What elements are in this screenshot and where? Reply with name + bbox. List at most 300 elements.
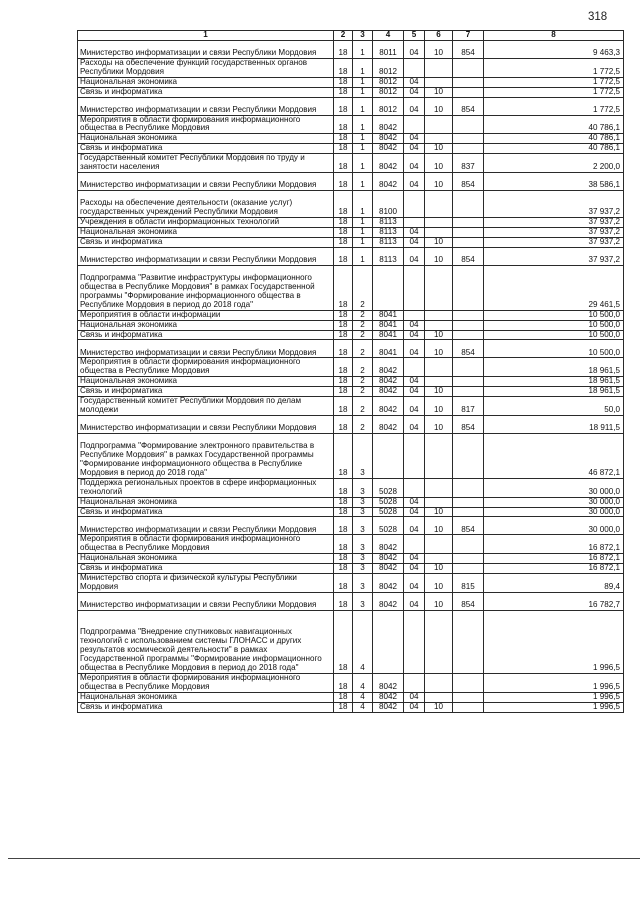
division-code: 04 bbox=[404, 377, 425, 387]
subprogram-code: 1 bbox=[353, 144, 373, 154]
table-row bbox=[78, 172, 624, 190]
ministry-code bbox=[453, 358, 484, 377]
ministry-code: 854 bbox=[453, 97, 484, 115]
section-code: 18 bbox=[334, 397, 353, 416]
column-header: 4 bbox=[373, 31, 404, 41]
subdivision-code: 10 bbox=[425, 702, 453, 712]
amount-value: 30 000,0 bbox=[484, 517, 624, 535]
table-row bbox=[78, 58, 624, 77]
table-row bbox=[78, 433, 624, 478]
column-header: 2 bbox=[334, 31, 353, 41]
section-code: 18 bbox=[334, 377, 353, 387]
amount-value: 10 500,0 bbox=[484, 310, 624, 320]
section-code: 18 bbox=[334, 574, 353, 593]
amount-value: 1 996,5 bbox=[484, 673, 624, 692]
ministry-code: 854 bbox=[453, 340, 484, 358]
amount-value: 16 872,1 bbox=[484, 554, 624, 564]
subprogram-code: 2 bbox=[353, 340, 373, 358]
row-name: Расходы на обеспечение функций государственных органов Республики Мордовия bbox=[78, 58, 334, 77]
amount-value: 18 961,5 bbox=[484, 358, 624, 377]
table-row bbox=[78, 535, 624, 554]
ministry-code bbox=[453, 478, 484, 497]
division-code: 04 bbox=[404, 247, 425, 265]
subprogram-code: 1 bbox=[353, 227, 373, 237]
amount-value: 37 937,2 bbox=[484, 227, 624, 237]
section-code: 18 bbox=[334, 134, 353, 144]
bottom-divider bbox=[8, 858, 640, 859]
table-row bbox=[78, 217, 624, 227]
table-row bbox=[78, 247, 624, 265]
subprogram-code: 2 bbox=[353, 310, 373, 320]
amount-value: 30 000,0 bbox=[484, 507, 624, 517]
item-code: 5028 bbox=[373, 478, 404, 497]
row-name: Мероприятия в области формирования информационного общества в Республике Мордовия bbox=[78, 115, 334, 134]
section-code: 18 bbox=[334, 564, 353, 574]
column-header: 5 bbox=[404, 31, 425, 41]
row-name: Мероприятия в области формирования информационного общества в Республике Мордовия bbox=[78, 535, 334, 554]
row-name: Связь и информатика bbox=[78, 507, 334, 517]
table-row bbox=[78, 330, 624, 340]
table-row bbox=[78, 144, 624, 154]
row-name: Подпрограмма "Внедрение спутниковых навигационных технологий с использованием системы ГЛОНАСС и других результатов космической деятельности" в рамках Государственной программы "Формирование информационного общества в Республике Мордовия в период до 2018 года" bbox=[78, 610, 334, 673]
item-code: 8012 bbox=[373, 97, 404, 115]
ministry-code bbox=[453, 227, 484, 237]
row-name: Мероприятия в области информации bbox=[78, 310, 334, 320]
section-code: 18 bbox=[334, 227, 353, 237]
ministry-code bbox=[453, 87, 484, 97]
subdivision-code bbox=[425, 190, 453, 217]
ministry-code bbox=[453, 134, 484, 144]
subprogram-code: 1 bbox=[353, 217, 373, 227]
section-code: 18 bbox=[334, 115, 353, 134]
table-row bbox=[78, 190, 624, 217]
ministry-code bbox=[453, 217, 484, 227]
amount-value: 10 500,0 bbox=[484, 340, 624, 358]
column-header: 6 bbox=[425, 31, 453, 41]
page-number: 318 bbox=[588, 11, 608, 23]
ministry-code: 837 bbox=[453, 154, 484, 173]
row-name: Национальная экономика bbox=[78, 227, 334, 237]
division-code: 04 bbox=[404, 497, 425, 507]
ministry-code bbox=[453, 144, 484, 154]
subdivision-code: 10 bbox=[425, 154, 453, 173]
section-code: 18 bbox=[334, 310, 353, 320]
division-code bbox=[404, 478, 425, 497]
ministry-code bbox=[453, 377, 484, 387]
table-row bbox=[78, 265, 624, 310]
ministry-code bbox=[453, 237, 484, 247]
section-code: 18 bbox=[334, 265, 353, 310]
subprogram-code: 2 bbox=[353, 397, 373, 416]
subprogram-code: 1 bbox=[353, 190, 373, 217]
table-row bbox=[78, 497, 624, 507]
table-row bbox=[78, 310, 624, 320]
subprogram-code: 3 bbox=[353, 535, 373, 554]
subprogram-code: 1 bbox=[353, 154, 373, 173]
row-name: Расходы на обеспечение деятельности (оказание услуг) государственных учреждений Республики Мордовия bbox=[78, 190, 334, 217]
section-code: 18 bbox=[334, 358, 353, 377]
ministry-code: 854 bbox=[453, 517, 484, 535]
subprogram-code: 4 bbox=[353, 702, 373, 712]
division-code: 04 bbox=[404, 574, 425, 593]
subdivision-code: 10 bbox=[425, 97, 453, 115]
division-code: 04 bbox=[404, 415, 425, 433]
division-code bbox=[404, 217, 425, 227]
subdivision-code bbox=[425, 692, 453, 702]
division-code: 04 bbox=[404, 237, 425, 247]
subdivision-code: 10 bbox=[425, 247, 453, 265]
section-code: 18 bbox=[334, 517, 353, 535]
section-code: 18 bbox=[334, 692, 353, 702]
subprogram-code: 1 bbox=[353, 40, 373, 58]
division-code bbox=[404, 358, 425, 377]
table-row bbox=[78, 574, 624, 593]
subprogram-code: 3 bbox=[353, 433, 373, 478]
subdivision-code bbox=[425, 227, 453, 237]
subprogram-code: 1 bbox=[353, 87, 373, 97]
item-code: 8042 bbox=[373, 172, 404, 190]
amount-value: 16 872,1 bbox=[484, 535, 624, 554]
division-code: 04 bbox=[404, 172, 425, 190]
subdivision-code: 10 bbox=[425, 87, 453, 97]
section-code: 18 bbox=[334, 415, 353, 433]
row-name: Связь и информатика bbox=[78, 330, 334, 340]
column-header: 1 bbox=[78, 31, 334, 41]
item-code: 8041 bbox=[373, 320, 404, 330]
table-row bbox=[78, 97, 624, 115]
division-code: 04 bbox=[404, 320, 425, 330]
item-code: 5028 bbox=[373, 517, 404, 535]
amount-value: 16 872,1 bbox=[484, 564, 624, 574]
table-row bbox=[78, 134, 624, 144]
item-code: 8041 bbox=[373, 310, 404, 320]
division-code: 04 bbox=[404, 517, 425, 535]
division-code bbox=[404, 115, 425, 134]
row-name: Министерство информатизации и связи Республики Мордовия bbox=[78, 247, 334, 265]
table-row bbox=[78, 87, 624, 97]
division-code: 04 bbox=[404, 592, 425, 610]
section-code: 18 bbox=[334, 535, 353, 554]
amount-value: 29 461,5 bbox=[484, 265, 624, 310]
item-code: 8011 bbox=[373, 40, 404, 58]
amount-value: 37 937,2 bbox=[484, 247, 624, 265]
subdivision-code bbox=[425, 497, 453, 507]
ministry-code bbox=[453, 564, 484, 574]
table-row bbox=[78, 77, 624, 87]
ministry-code: 817 bbox=[453, 397, 484, 416]
ministry-code bbox=[453, 673, 484, 692]
subdivision-code bbox=[425, 134, 453, 144]
subprogram-code: 4 bbox=[353, 610, 373, 673]
section-code: 18 bbox=[334, 217, 353, 227]
row-name: Национальная экономика bbox=[78, 377, 334, 387]
amount-value: 89,4 bbox=[484, 574, 624, 593]
subprogram-code: 2 bbox=[353, 320, 373, 330]
subdivision-code bbox=[425, 610, 453, 673]
table-row bbox=[78, 702, 624, 712]
subdivision-code: 10 bbox=[425, 507, 453, 517]
amount-value: 40 786,1 bbox=[484, 144, 624, 154]
section-code: 18 bbox=[334, 77, 353, 87]
division-code bbox=[404, 535, 425, 554]
column-header: 8 bbox=[484, 31, 624, 41]
subprogram-code: 3 bbox=[353, 507, 373, 517]
row-name: Министерство информатизации и связи Республики Мордовия bbox=[78, 340, 334, 358]
section-code: 18 bbox=[334, 247, 353, 265]
row-name: Государственный комитет Республики Мордовия по делам молодежи bbox=[78, 397, 334, 416]
section-code: 18 bbox=[334, 592, 353, 610]
amount-value: 1 772,5 bbox=[484, 97, 624, 115]
item-code: 8113 bbox=[373, 237, 404, 247]
table-row bbox=[78, 358, 624, 377]
section-code: 18 bbox=[334, 340, 353, 358]
item-code: 8113 bbox=[373, 227, 404, 237]
subdivision-code bbox=[425, 478, 453, 497]
subdivision-code bbox=[425, 265, 453, 310]
subdivision-code: 10 bbox=[425, 340, 453, 358]
row-name: Министерство информатизации и связи Республики Мордовия bbox=[78, 172, 334, 190]
item-code: 8042 bbox=[373, 154, 404, 173]
amount-value: 37 937,2 bbox=[484, 237, 624, 247]
item-code: 8042 bbox=[373, 673, 404, 692]
subprogram-code: 1 bbox=[353, 237, 373, 247]
section-code: 18 bbox=[334, 507, 353, 517]
subdivision-code bbox=[425, 217, 453, 227]
section-code: 18 bbox=[334, 40, 353, 58]
subdivision-code: 10 bbox=[425, 574, 453, 593]
section-code: 18 bbox=[334, 320, 353, 330]
item-code: 8042 bbox=[373, 554, 404, 564]
table-row bbox=[78, 564, 624, 574]
table-row bbox=[78, 377, 624, 387]
table-row bbox=[78, 397, 624, 416]
column-header: 3 bbox=[353, 31, 373, 41]
row-name: Национальная экономика bbox=[78, 692, 334, 702]
ministry-code: 854 bbox=[453, 415, 484, 433]
item-code: 8113 bbox=[373, 247, 404, 265]
division-code: 04 bbox=[404, 387, 425, 397]
subdivision-code bbox=[425, 377, 453, 387]
table-row bbox=[78, 478, 624, 497]
amount-value: 1 772,5 bbox=[484, 77, 624, 87]
item-code: 8012 bbox=[373, 87, 404, 97]
section-code: 18 bbox=[334, 673, 353, 692]
subprogram-code: 3 bbox=[353, 517, 373, 535]
division-code: 04 bbox=[404, 154, 425, 173]
item-code: 8042 bbox=[373, 535, 404, 554]
amount-value: 1 996,5 bbox=[484, 702, 624, 712]
amount-value: 50,0 bbox=[484, 397, 624, 416]
subprogram-code: 3 bbox=[353, 497, 373, 507]
subdivision-code bbox=[425, 554, 453, 564]
subprogram-code: 3 bbox=[353, 478, 373, 497]
subdivision-code: 10 bbox=[425, 237, 453, 247]
division-code bbox=[404, 433, 425, 478]
subprogram-code: 1 bbox=[353, 247, 373, 265]
row-name: Национальная экономика bbox=[78, 134, 334, 144]
subdivision-code: 10 bbox=[425, 172, 453, 190]
table-row bbox=[78, 692, 624, 702]
subprogram-code: 4 bbox=[353, 692, 373, 702]
ministry-code bbox=[453, 702, 484, 712]
row-name: Министерство информатизации и связи Республики Мордовия bbox=[78, 40, 334, 58]
table-row bbox=[78, 554, 624, 564]
subdivision-code: 10 bbox=[425, 144, 453, 154]
section-code: 18 bbox=[334, 330, 353, 340]
ministry-code: 815 bbox=[453, 574, 484, 593]
subprogram-code: 1 bbox=[353, 58, 373, 77]
subdivision-code: 10 bbox=[425, 40, 453, 58]
ministry-code bbox=[453, 58, 484, 77]
ministry-code bbox=[453, 535, 484, 554]
division-code: 04 bbox=[404, 144, 425, 154]
amount-value: 30 000,0 bbox=[484, 478, 624, 497]
row-name: Связь и информатика bbox=[78, 87, 334, 97]
division-code bbox=[404, 190, 425, 217]
division-code: 04 bbox=[404, 507, 425, 517]
subdivision-code bbox=[425, 115, 453, 134]
row-name: Государственный комитет Республики Мордовия по труду и занятости населения bbox=[78, 154, 334, 173]
row-name: Министерство информатизации и связи Республики Мордовия bbox=[78, 592, 334, 610]
subdivision-code: 10 bbox=[425, 415, 453, 433]
subprogram-code: 3 bbox=[353, 554, 373, 564]
amount-value: 1 772,5 bbox=[484, 58, 624, 77]
subprogram-code: 2 bbox=[353, 358, 373, 377]
subprogram-code: 1 bbox=[353, 172, 373, 190]
subprogram-code: 3 bbox=[353, 574, 373, 593]
section-code: 18 bbox=[334, 190, 353, 217]
table-body bbox=[78, 40, 624, 712]
amount-value: 30 000,0 bbox=[484, 497, 624, 507]
column-header: 7 bbox=[453, 31, 484, 41]
section-code: 18 bbox=[334, 144, 353, 154]
row-name: Национальная экономика bbox=[78, 554, 334, 564]
subprogram-code: 1 bbox=[353, 77, 373, 87]
ministry-code bbox=[453, 554, 484, 564]
item-code: 8042 bbox=[373, 358, 404, 377]
subprogram-code: 3 bbox=[353, 564, 373, 574]
item-code: 8042 bbox=[373, 692, 404, 702]
item-code: 8041 bbox=[373, 340, 404, 358]
subdivision-code: 10 bbox=[425, 397, 453, 416]
row-name: Министерство информатизации и связи Республики Мордовия bbox=[78, 97, 334, 115]
subdivision-code bbox=[425, 535, 453, 554]
item-code: 8113 bbox=[373, 217, 404, 227]
division-code: 04 bbox=[404, 564, 425, 574]
division-code: 04 bbox=[404, 554, 425, 564]
item-code: 8012 bbox=[373, 77, 404, 87]
table-row bbox=[78, 227, 624, 237]
division-code: 04 bbox=[404, 692, 425, 702]
subdivision-code: 10 bbox=[425, 517, 453, 535]
ministry-code bbox=[453, 320, 484, 330]
subdivision-code: 10 bbox=[425, 564, 453, 574]
subprogram-code: 1 bbox=[353, 134, 373, 144]
row-name: Связь и информатика bbox=[78, 564, 334, 574]
section-code: 18 bbox=[334, 58, 353, 77]
subdivision-code bbox=[425, 433, 453, 478]
table-row bbox=[78, 610, 624, 673]
section-code: 18 bbox=[334, 478, 353, 497]
section-code: 18 bbox=[334, 97, 353, 115]
item-code: 8012 bbox=[373, 58, 404, 77]
ministry-code bbox=[453, 115, 484, 134]
row-name: Учреждения в области информационных технологий bbox=[78, 217, 334, 227]
section-code: 18 bbox=[334, 87, 353, 97]
item-code: 8042 bbox=[373, 702, 404, 712]
row-name: Мероприятия в области формирования информационного общества в Республике Мордовия bbox=[78, 673, 334, 692]
amount-value: 16 782,7 bbox=[484, 592, 624, 610]
table-row bbox=[78, 415, 624, 433]
ministry-code: 854 bbox=[453, 172, 484, 190]
division-code: 04 bbox=[404, 330, 425, 340]
division-code: 04 bbox=[404, 40, 425, 58]
section-code: 18 bbox=[334, 610, 353, 673]
subprogram-code: 3 bbox=[353, 592, 373, 610]
division-code: 04 bbox=[404, 134, 425, 144]
amount-value: 1 996,5 bbox=[484, 610, 624, 673]
division-code bbox=[404, 610, 425, 673]
table-row bbox=[78, 592, 624, 610]
division-code: 04 bbox=[404, 227, 425, 237]
division-code bbox=[404, 310, 425, 320]
subprogram-code: 2 bbox=[353, 415, 373, 433]
ministry-code bbox=[453, 265, 484, 310]
subprogram-code: 1 bbox=[353, 115, 373, 134]
division-code bbox=[404, 265, 425, 310]
amount-value: 1 772,5 bbox=[484, 87, 624, 97]
division-code: 04 bbox=[404, 340, 425, 358]
ministry-code bbox=[453, 77, 484, 87]
ministry-code bbox=[453, 190, 484, 217]
item-code bbox=[373, 433, 404, 478]
amount-value: 1 996,5 bbox=[484, 692, 624, 702]
row-name: Министерство информатизации и связи Республики Мордовия bbox=[78, 517, 334, 535]
ministry-code bbox=[453, 497, 484, 507]
table-row bbox=[78, 673, 624, 692]
item-code: 8042 bbox=[373, 115, 404, 134]
ministry-code bbox=[453, 387, 484, 397]
amount-value: 10 500,0 bbox=[484, 320, 624, 330]
ministry-code bbox=[453, 433, 484, 478]
section-code: 18 bbox=[334, 497, 353, 507]
subdivision-code: 10 bbox=[425, 592, 453, 610]
item-code: 8042 bbox=[373, 387, 404, 397]
row-name: Национальная экономика bbox=[78, 77, 334, 87]
table-row bbox=[78, 340, 624, 358]
subdivision-code bbox=[425, 310, 453, 320]
item-code: 8042 bbox=[373, 592, 404, 610]
subprogram-code: 2 bbox=[353, 387, 373, 397]
row-name: Министерство информатизации и связи Республики Мордовия bbox=[78, 415, 334, 433]
subprogram-code: 1 bbox=[353, 97, 373, 115]
section-code: 18 bbox=[334, 387, 353, 397]
table-row bbox=[78, 115, 624, 134]
item-code: 8042 bbox=[373, 134, 404, 144]
item-code: 8042 bbox=[373, 574, 404, 593]
budget-table bbox=[77, 30, 624, 713]
amount-value: 40 786,1 bbox=[484, 134, 624, 144]
table-row bbox=[78, 40, 624, 58]
amount-value: 46 872,1 bbox=[484, 433, 624, 478]
ministry-code: 854 bbox=[453, 247, 484, 265]
ministry-code bbox=[453, 330, 484, 340]
division-code: 04 bbox=[404, 87, 425, 97]
item-code: 8100 bbox=[373, 190, 404, 217]
subprogram-code: 2 bbox=[353, 330, 373, 340]
division-code: 04 bbox=[404, 702, 425, 712]
row-name: Национальная экономика bbox=[78, 497, 334, 507]
